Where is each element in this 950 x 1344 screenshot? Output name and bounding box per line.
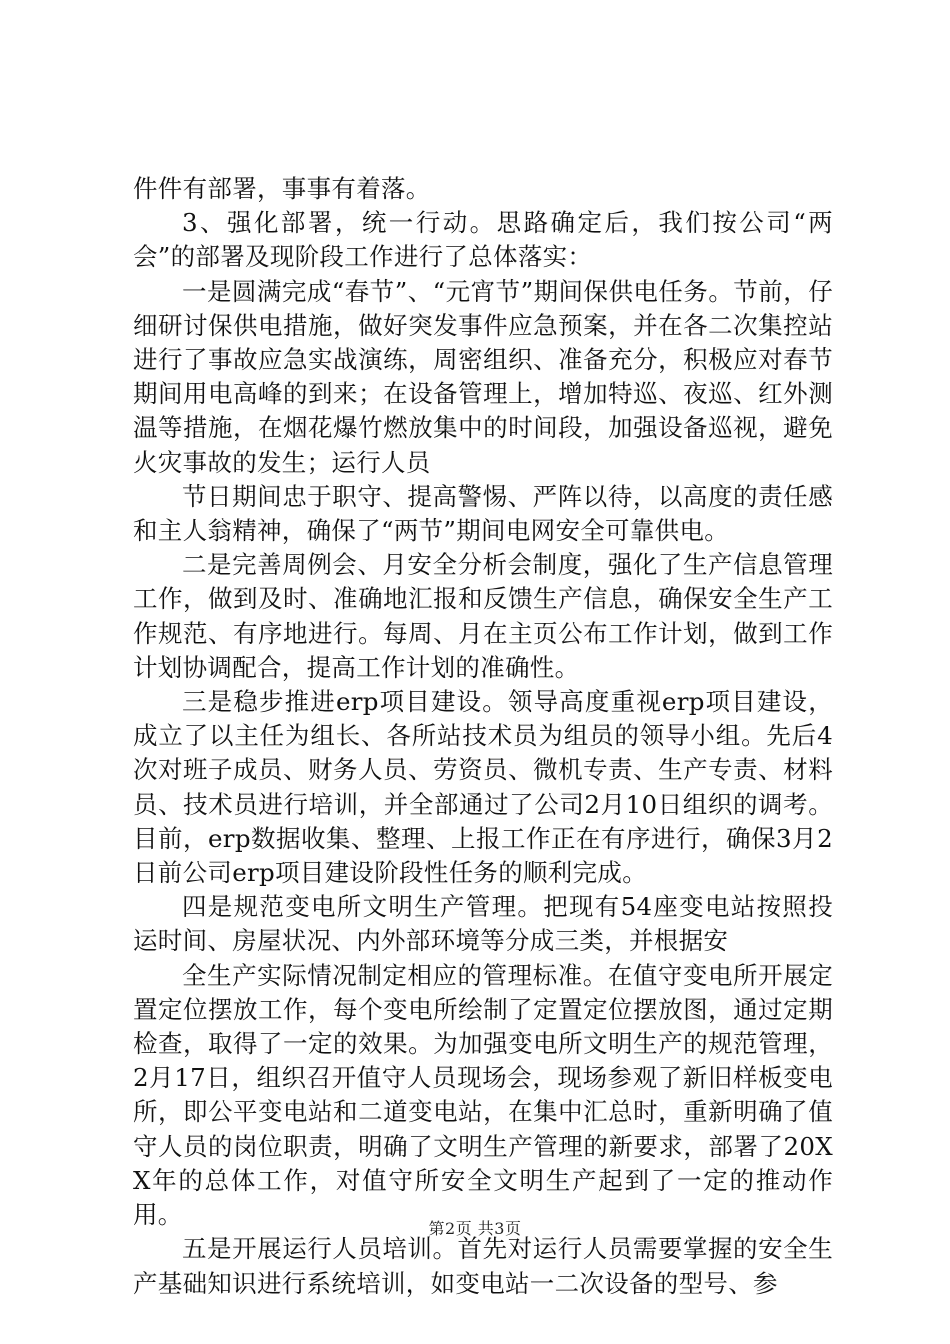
paragraph-4: 节日期间忠于职守、提高警惕、严阵以待，以高度的责任感和主人翁精神，确保了“两节”期间电网安全可靠供电。	[133, 481, 833, 546]
page-number-footer: 第2页 共3页	[428, 1219, 522, 1238]
paragraph-3: 一是圆满完成“春节”、“元宵节”期间保供电任务。节前，仔细研讨保供电措施，做好突发事件应急预案，并在各二次集控站进行了事故应急实战演练，周密组织、准备充分，积极应对春节期间用电高峰的到来；在设备管理上，增加特巡、夜巡、红外测温等措施，在烟花爆竹燃放集中的时间段，加强设备巡视，避免火灾事故的发生；运行人员	[133, 276, 833, 477]
paragraph-5: 二是完善周例会、月安全分析会制度，强化了生产信息管理工作，做到及时、准确地汇报和反馈生产信息，确保安全生产工作规范、有序地进行。每周、月在主页公布工作计划，做到工作计划协调配合，提高工作计划的准确性。	[133, 550, 833, 682]
paragraph-6: 三是稳步推进erp项目建设。领导高度重视erp项目建设，成立了以主任为组长、各所站技术员为组员的领导小组。先后4次对班子成员、财务人员、劳资员、微机专责、生产专责、材料员、技术员进行培训，并全部通过了公司2月10日组织的调考。目前，erp数据收集、整理、上报工作正在有序进行，确保3月2日前公司erp项目建设阶段性任务的顺利完成。	[133, 687, 833, 888]
paragraph-2: 3、强化部署，统一行动。思路确定后，我们按公司“两会”的部署及现阶段工作进行了总体落实：	[133, 208, 833, 272]
document-body	[133, 172, 833, 1301]
paragraph-8: 全生产实际情况制定相应的管理标准。在值守变电所开展定置定位摆放工作，每个变电所绘制了定置定位摆放图，通过定期检查，取得了一定的效果。为加强变电所文明生产的规范管理，2月17日，组织召开值守人员现场会，现场参观了新旧样板变电所，即公平变电站和二道变电站，在集中汇总时，重新明确了值守人员的岗位职责，明确了文明生产管理的新要求，部署了20XX年的总体工作，对值守所安全文明生产起到了一定的推动作用。	[133, 960, 833, 1230]
paragraph-9: 五是开展运行人员培训。首先对运行人员需要掌握的安全生产基础知识进行系统培训，如变电站一二次设备的型号、参	[133, 1234, 833, 1298]
paragraph-7: 四是规范变电所文明生产管理。把现有54座变电站按照投运时间、房屋状况、内外部环境等分成三类，并根据安	[133, 892, 833, 956]
paragraph-1: 件件有部署，事事有着落。	[133, 174, 431, 203]
